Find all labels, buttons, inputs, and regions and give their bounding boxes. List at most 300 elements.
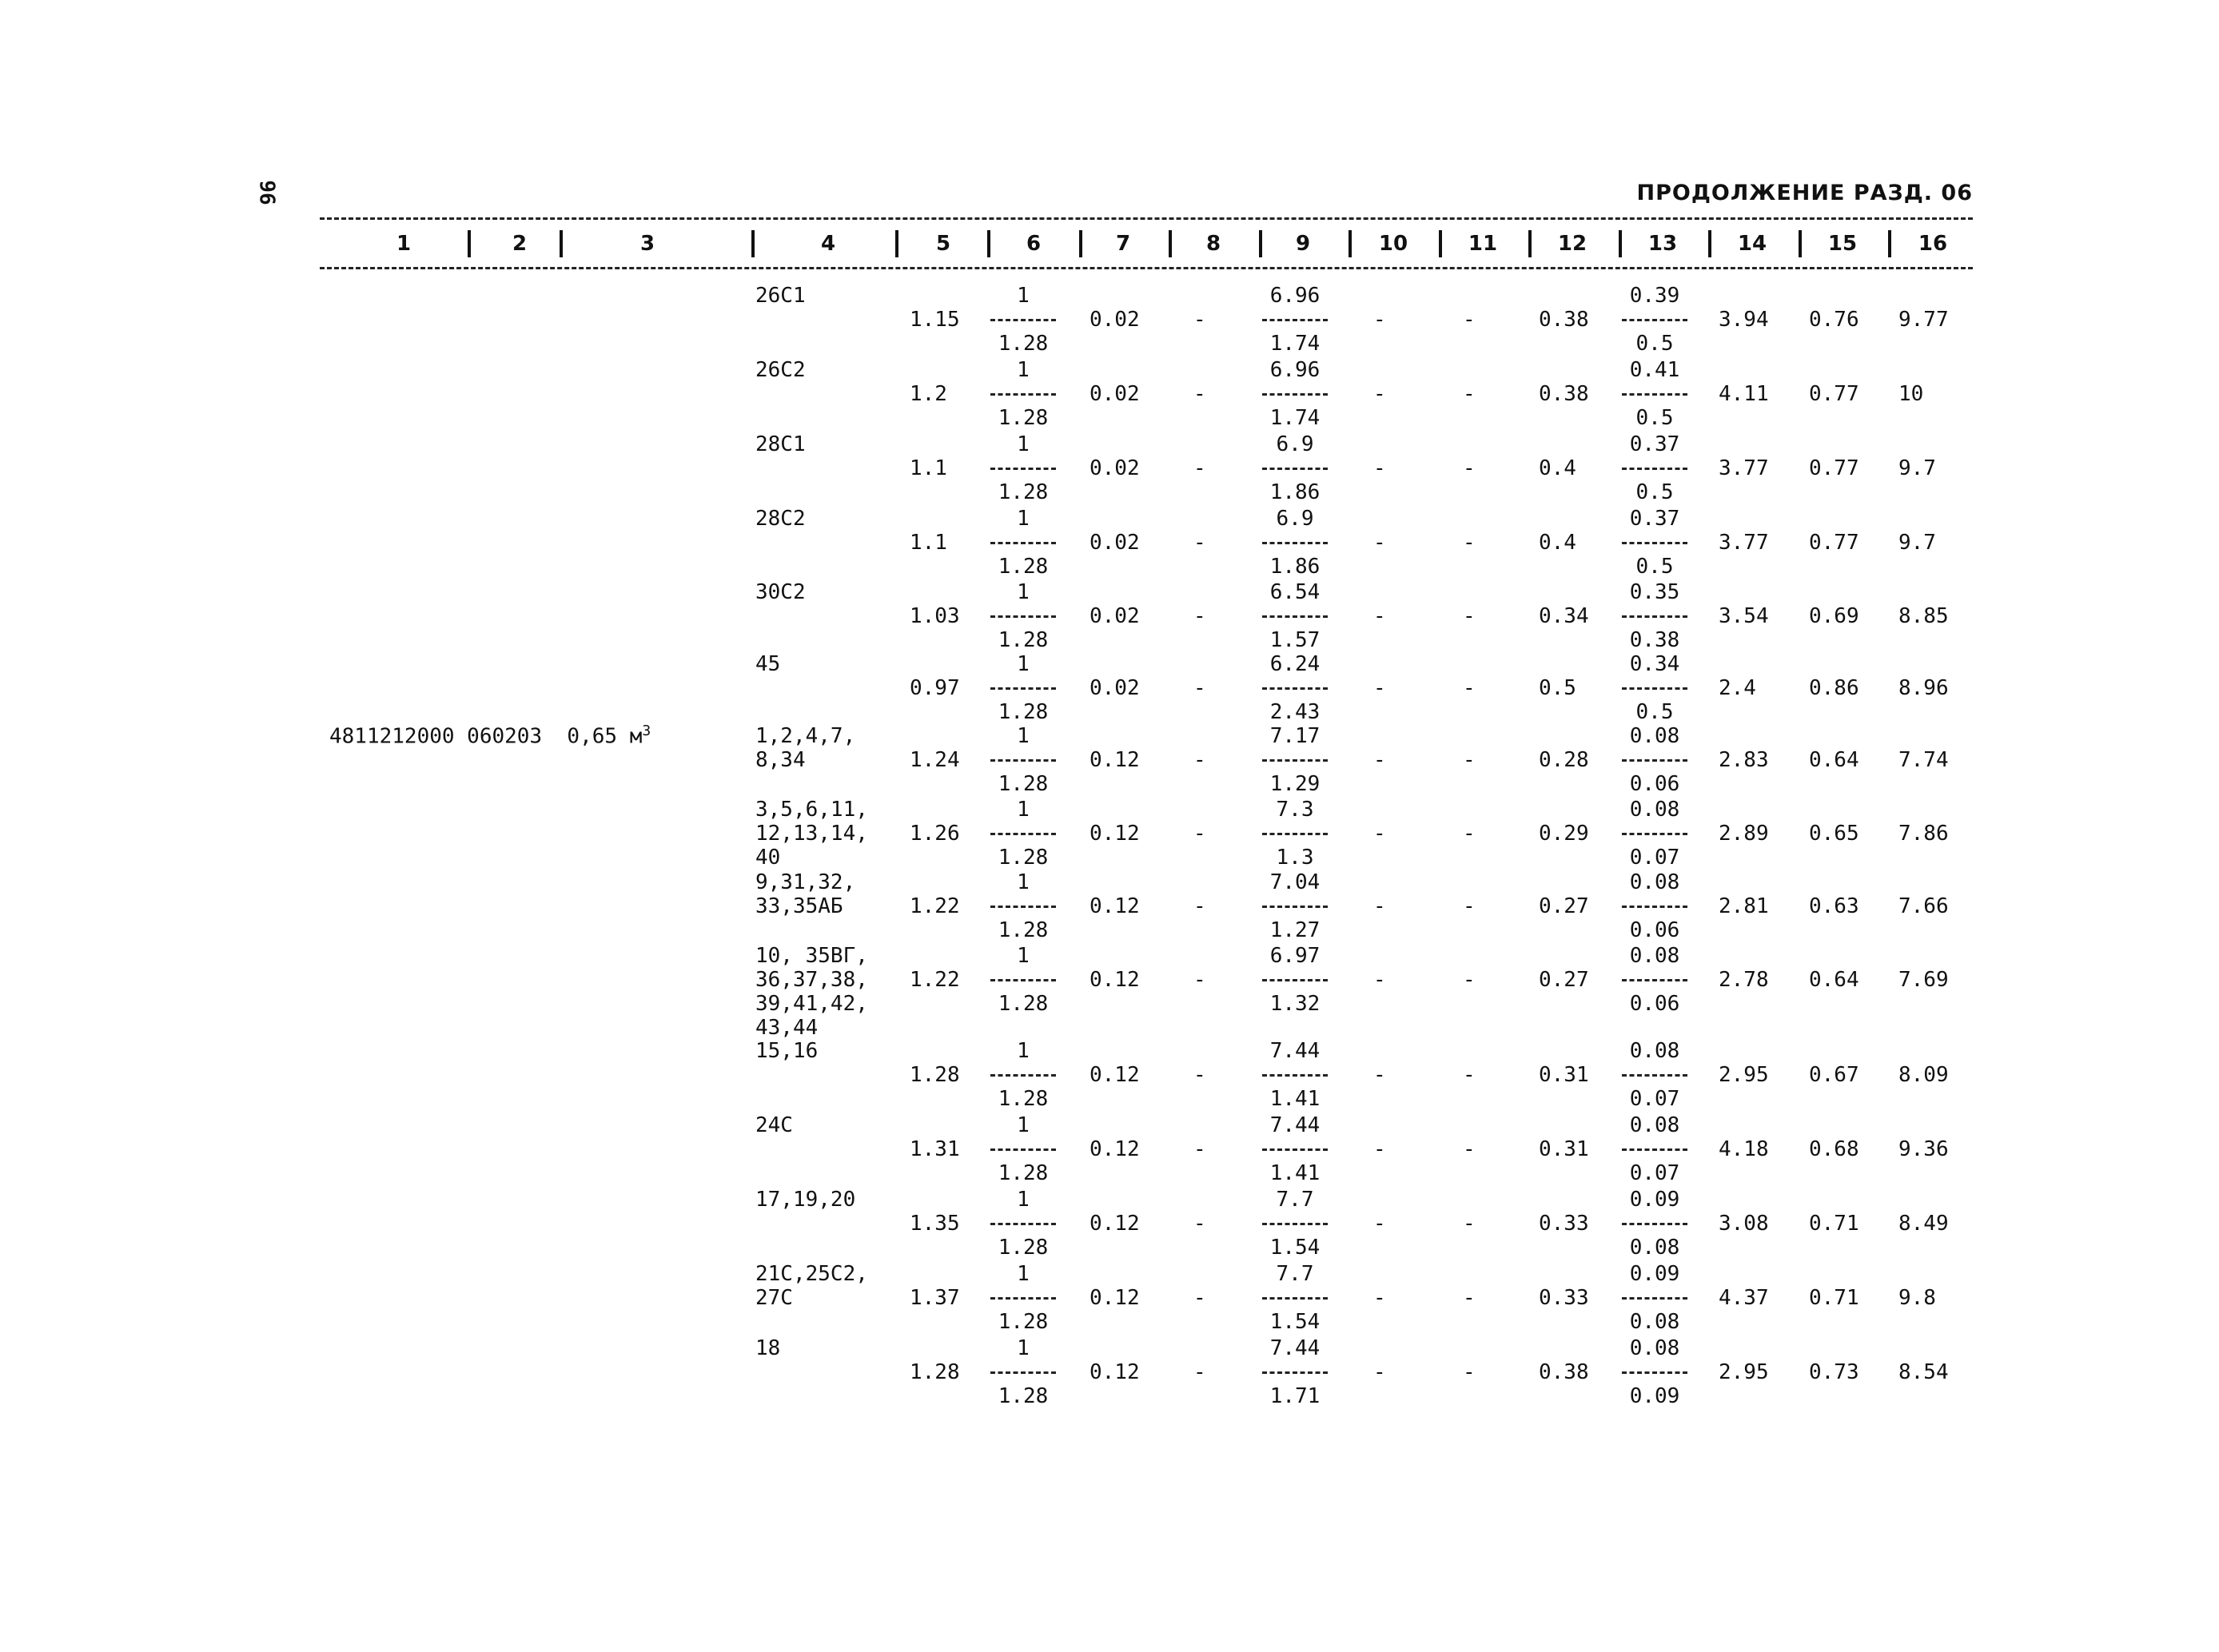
row-9-col4-line: 33,35АБ [755, 894, 843, 918]
row-4-col9-fraction-numerator: 6.9 [1276, 507, 1314, 531]
row-8-col13-fraction-denominator: 0.07 [1629, 846, 1680, 870]
row-6-col15: 0.86 [1809, 676, 1859, 700]
row-14-col9-fraction-denominator: 1.54 [1269, 1310, 1321, 1334]
column-separator [1079, 230, 1082, 257]
fraction-bar [990, 615, 1056, 618]
row-15-col9-fraction [1251, 1336, 1339, 1408]
fraction-bar [990, 1297, 1056, 1300]
row-13-col4-line: 17,19,20 [755, 1188, 856, 1212]
row-6-col10: - [1373, 676, 1386, 700]
row-14-col9-fraction-numerator: 7.7 [1276, 1262, 1314, 1286]
fraction-bar [990, 319, 1056, 321]
row-15-col9-fraction-denominator: 1.71 [1269, 1384, 1321, 1408]
fraction-bar [990, 1223, 1056, 1225]
row-15-col15: 0.73 [1809, 1360, 1859, 1384]
row-7-col12: 0.28 [1539, 748, 1589, 772]
row-4-col10: - [1373, 531, 1386, 555]
fraction-bar [990, 393, 1056, 396]
row-10-col13-fraction-denominator: 0.06 [1629, 992, 1680, 1016]
row-3-col6-fraction-denominator: 1.28 [998, 480, 1049, 504]
row-4-col16: 9.7 [1898, 531, 1936, 555]
row-5-col6-fraction-denominator: 1.28 [998, 628, 1049, 652]
row-11-col11: - [1463, 1063, 1476, 1087]
fraction-bar [1262, 393, 1328, 396]
fraction-bar [990, 1371, 1056, 1374]
row-3-col9-fraction-denominator: 1.86 [1269, 480, 1321, 504]
section-title: ПРОДОЛЖЕНИЕ РАЗД. 06 [1636, 181, 1973, 205]
fraction-bar [1622, 468, 1687, 470]
column-separator [468, 230, 471, 257]
row-6-col11: - [1463, 676, 1476, 700]
row-4-col7: 0.02 [1090, 531, 1140, 555]
row-10-col5: 1.22 [910, 968, 960, 992]
row-7-col13-fraction [1611, 724, 1699, 796]
row-6-col12: 0.5 [1539, 676, 1576, 700]
row-11-col13-fraction-denominator: 0.07 [1629, 1087, 1680, 1111]
row-8-col4-line: 3,5,6,11, [755, 798, 868, 822]
column-header-10: 10 [1378, 232, 1408, 256]
row-5-col9-fraction-numerator: 6.54 [1269, 580, 1321, 604]
row-1-col10: - [1373, 308, 1386, 332]
row-10-col12: 0.27 [1539, 968, 1589, 992]
row-13-col5: 1.35 [910, 1212, 960, 1236]
fraction-bar [1262, 468, 1328, 470]
row-10-col9-fraction-denominator: 1.32 [1269, 992, 1321, 1016]
row-5-col4-line: 30С2 [755, 580, 806, 604]
row-1-col9-fraction [1251, 284, 1339, 356]
fraction-bar [1622, 1148, 1687, 1151]
row-2-col13-fraction-numerator: 0.41 [1629, 358, 1680, 382]
column-header-15: 15 [1827, 232, 1858, 256]
row-4-col6-fraction-denominator: 1.28 [998, 555, 1049, 579]
row-6-col9-fraction-denominator: 2.43 [1269, 700, 1321, 724]
row-1-col13-fraction [1611, 284, 1699, 356]
fraction-bar [1262, 319, 1328, 321]
row-7-col15: 0.64 [1809, 748, 1859, 772]
row-9-col9-fraction-denominator: 1.27 [1269, 918, 1321, 942]
row-3-col14: 3.77 [1719, 456, 1769, 480]
row-10-col8: - [1193, 968, 1206, 992]
row-6-col8: - [1193, 676, 1206, 700]
row-6-col9-fraction [1251, 652, 1339, 724]
row-14-col13-fraction [1611, 1262, 1699, 1334]
fraction-bar [1622, 615, 1687, 618]
row-10-col9-fraction-numerator: 6.97 [1269, 944, 1321, 968]
row-4-col12: 0.4 [1539, 531, 1576, 555]
row-2-col14: 4.11 [1719, 382, 1769, 406]
row-7-col6-fraction-denominator: 1.28 [998, 772, 1049, 796]
row-4-col13-fraction [1611, 507, 1699, 579]
row-13-col10: - [1373, 1212, 1386, 1236]
column-separator [1619, 230, 1622, 257]
row-15-col13-fraction-numerator: 0.08 [1629, 1336, 1680, 1360]
row-4-col14: 3.77 [1719, 531, 1769, 555]
row-9-col14: 2.81 [1719, 894, 1769, 918]
column-header-13: 13 [1647, 232, 1678, 256]
product-volume: 0,65 м [567, 724, 643, 749]
header-bottom-rule [320, 267, 1973, 269]
row-6-col4-line: 45 [755, 652, 781, 676]
row-10-col9-fraction [1251, 944, 1339, 1016]
row-2-col4-line: 26С2 [755, 358, 806, 382]
row-5-col14: 3.54 [1719, 604, 1769, 628]
fraction-bar [1622, 833, 1687, 835]
page-number: 96 [254, 180, 279, 205]
fraction-bar [990, 833, 1056, 835]
row-12-col11: - [1463, 1137, 1476, 1161]
row-10-col6-fraction-numerator: 1 [1017, 944, 1030, 968]
row-7-col13-fraction-denominator: 0.06 [1629, 772, 1680, 796]
row-9-col5: 1.22 [910, 894, 960, 918]
row-14-col14: 4.37 [1719, 1286, 1769, 1310]
row-12-col9-fraction-numerator: 7.44 [1269, 1113, 1321, 1137]
row-11-col4-line: 15,16 [755, 1039, 819, 1063]
fraction-bar [1262, 1371, 1328, 1374]
row-3-col7: 0.02 [1090, 456, 1140, 480]
row-5-col13-fraction-numerator: 0.35 [1629, 580, 1680, 604]
row-15-col8: - [1193, 1360, 1206, 1384]
row-13-col9-fraction-numerator: 7.7 [1276, 1188, 1314, 1212]
row-15-col7: 0.12 [1090, 1360, 1140, 1384]
row-8-col8: - [1193, 822, 1206, 846]
row-8-col4-line: 40 [755, 846, 781, 870]
row-10-col4-line: 43,44 [755, 1016, 819, 1040]
row-2-col9-fraction [1251, 358, 1339, 430]
row-9-col13-fraction-denominator: 0.06 [1629, 918, 1680, 942]
row-13-col15: 0.71 [1809, 1212, 1859, 1236]
row-13-col7: 0.12 [1090, 1212, 1140, 1236]
fraction-bar [990, 1148, 1056, 1151]
row-1-col6-fraction-numerator: 1 [1017, 284, 1030, 308]
fraction-bar [990, 1074, 1056, 1077]
column-separator [1439, 230, 1442, 257]
row-10-col13-fraction [1611, 944, 1699, 1016]
row-6-col9-fraction-numerator: 6.24 [1269, 652, 1321, 676]
row-9-col6-fraction-numerator: 1 [1017, 870, 1030, 894]
row-9-col15: 0.63 [1809, 894, 1859, 918]
row-12-col4-line: 24С [755, 1113, 793, 1137]
row-7-col7: 0.12 [1090, 748, 1140, 772]
row-12-col13-fraction [1611, 1113, 1699, 1185]
row-3-col9-fraction-numerator: 6.9 [1276, 432, 1314, 456]
row-8-col9-fraction-numerator: 7.3 [1276, 798, 1314, 822]
row-8-col12: 0.29 [1539, 822, 1589, 846]
column-header-14: 14 [1737, 232, 1767, 256]
row-1-col12: 0.38 [1539, 308, 1589, 332]
row-2-col8: - [1193, 382, 1206, 406]
row-15-col6-fraction-denominator: 1.28 [998, 1384, 1049, 1408]
row-2-col10: - [1373, 382, 1386, 406]
row-2-col9-fraction-denominator: 1.74 [1269, 406, 1321, 430]
row-6-col6-fraction-denominator: 1.28 [998, 700, 1049, 724]
fraction-bar [1622, 687, 1687, 690]
row-11-col9-fraction-denominator: 1.41 [1269, 1087, 1321, 1111]
row-1-col5: 1.15 [910, 308, 960, 332]
row-1-col11: - [1463, 308, 1476, 332]
row-2-col6-fraction-denominator: 1.28 [998, 406, 1049, 430]
fraction-bar [990, 906, 1056, 908]
row-5-col12: 0.34 [1539, 604, 1589, 628]
row-11-col6-fraction-numerator: 1 [1017, 1039, 1030, 1063]
row-12-col12: 0.31 [1539, 1137, 1589, 1161]
row-12-col14: 4.18 [1719, 1137, 1769, 1161]
row-5-col5: 1.03 [910, 604, 960, 628]
row-11-col13-fraction-numerator: 0.08 [1629, 1039, 1680, 1063]
row-13-col13-fraction-numerator: 0.09 [1629, 1188, 1680, 1212]
row-2-col11: - [1463, 382, 1476, 406]
row-13-col9-fraction-denominator: 1.54 [1269, 1236, 1321, 1260]
row-13-col9-fraction [1251, 1188, 1339, 1260]
row-5-col13-fraction-denominator: 0.38 [1629, 628, 1680, 652]
row-15-col11: - [1463, 1360, 1476, 1384]
row-11-col16: 8.09 [1898, 1063, 1949, 1087]
row-12-col8: - [1193, 1137, 1206, 1161]
row-3-col13-fraction-denominator: 0.5 [1635, 480, 1674, 504]
row-3-col10: - [1373, 456, 1386, 480]
row-9-col6-fraction-denominator: 1.28 [998, 918, 1049, 942]
fraction-bar [1262, 1074, 1328, 1077]
unit-superscript: 3 [642, 723, 651, 739]
row-13-col11: - [1463, 1212, 1476, 1236]
row-4-col4-line: 28С2 [755, 507, 806, 531]
row-4-col9-fraction [1251, 507, 1339, 579]
row-13-col14: 3.08 [1719, 1212, 1769, 1236]
row-2-col16: 10 [1898, 382, 1924, 406]
row-3-col5: 1.1 [910, 456, 947, 480]
fraction-bar [1622, 1223, 1687, 1225]
row-1-col13-fraction-denominator: 0.5 [1635, 332, 1674, 356]
fraction-bar [1262, 615, 1328, 618]
row-9-col12: 0.27 [1539, 894, 1589, 918]
row-11-col15: 0.67 [1809, 1063, 1859, 1087]
row-3-col8: - [1193, 456, 1206, 480]
row-9-col7: 0.12 [1090, 894, 1140, 918]
row-3-col9-fraction [1251, 432, 1339, 504]
row-4-col6-fraction-numerator: 1 [1017, 507, 1030, 531]
row-12-col13-fraction-denominator: 0.07 [1629, 1161, 1680, 1185]
row-10-col10: - [1373, 968, 1386, 992]
column-separator [1708, 230, 1711, 257]
row-7-col4-line: 8,34 [755, 748, 806, 772]
row-5-col9-fraction-denominator: 1.57 [1269, 628, 1321, 652]
row-11-col8: - [1193, 1063, 1206, 1087]
row-14-col9-fraction [1251, 1262, 1339, 1334]
row-7-col4-line: 1,2,4,7, [755, 724, 856, 748]
column-header-16: 16 [1918, 232, 1948, 256]
row-14-col6-fraction [979, 1262, 1067, 1334]
row-10-col4-line: 36,37,38, [755, 968, 868, 992]
row-14-col6-fraction-numerator: 1 [1017, 1262, 1030, 1286]
row-1-col9-fraction-numerator: 6.96 [1269, 284, 1321, 308]
row-9-col10: - [1373, 894, 1386, 918]
column-separator [1888, 230, 1891, 257]
row-5-col10: - [1373, 604, 1386, 628]
row-1-col14: 3.94 [1719, 308, 1769, 332]
row-10-col14: 2.78 [1719, 968, 1769, 992]
row-10-col4-line: 39,41,42, [755, 992, 868, 1016]
column-separator [1799, 230, 1802, 257]
fraction-bar [1622, 1297, 1687, 1300]
row-8-col4-line: 12,13,14, [755, 822, 868, 846]
column-separator [560, 230, 563, 257]
column-header-4: 4 [820, 232, 836, 256]
row-8-col7: 0.12 [1090, 822, 1140, 846]
fraction-bar [1262, 1223, 1328, 1225]
row-1-col9-fraction-denominator: 1.74 [1269, 332, 1321, 356]
column-header-8: 8 [1205, 232, 1221, 256]
row-12-col5: 1.31 [910, 1137, 960, 1161]
row-8-col13-fraction [1611, 798, 1699, 870]
row-4-col13-fraction-denominator: 0.5 [1635, 555, 1674, 579]
row-7-col6-fraction [979, 724, 1067, 796]
fraction-bar [1622, 1371, 1687, 1374]
row-2-col5: 1.2 [910, 382, 947, 406]
row-12-col16: 9.36 [1898, 1137, 1949, 1161]
row-8-col16: 7.86 [1898, 822, 1949, 846]
row-6-col13-fraction [1611, 652, 1699, 724]
row-3-col16: 9.7 [1898, 456, 1936, 480]
fraction-bar [990, 468, 1056, 470]
fraction-bar [990, 979, 1056, 981]
row-9-col16: 7.66 [1898, 894, 1949, 918]
row-8-col5: 1.26 [910, 822, 960, 846]
column-header-6: 6 [1026, 232, 1042, 256]
fraction-bar [1622, 319, 1687, 321]
row-10-col6-fraction [979, 944, 1067, 1016]
row-10-col7: 0.12 [1090, 968, 1140, 992]
header-top-rule [320, 217, 1973, 220]
column-separator [1259, 230, 1262, 257]
row-5-col6-fraction [979, 580, 1067, 652]
product-identifier [329, 723, 651, 749]
row-7-col9-fraction-denominator: 1.29 [1269, 772, 1321, 796]
row-7-col9-fraction-numerator: 7.17 [1269, 724, 1321, 748]
row-11-col5: 1.28 [910, 1063, 960, 1087]
row-11-col12: 0.31 [1539, 1063, 1589, 1087]
row-8-col6-fraction [979, 798, 1067, 870]
fraction-bar [990, 687, 1056, 690]
fraction-bar [1262, 542, 1328, 544]
product-code: 4811212000 060203 [329, 724, 543, 749]
row-8-col15: 0.65 [1809, 822, 1859, 846]
fraction-bar [1622, 906, 1687, 908]
row-3-col11: - [1463, 456, 1476, 480]
column-separator [1528, 230, 1532, 257]
row-13-col13-fraction [1611, 1188, 1699, 1260]
fraction-bar [1262, 833, 1328, 835]
row-12-col6-fraction [979, 1113, 1067, 1185]
row-12-col15: 0.68 [1809, 1137, 1859, 1161]
column-header-3: 3 [639, 232, 655, 256]
row-14-col13-fraction-numerator: 0.09 [1629, 1262, 1680, 1286]
row-8-col13-fraction-numerator: 0.08 [1629, 798, 1680, 822]
row-6-col13-fraction-denominator: 0.5 [1635, 700, 1674, 724]
row-15-col13-fraction [1611, 1336, 1699, 1408]
row-2-col9-fraction-numerator: 6.96 [1269, 358, 1321, 382]
row-14-col13-fraction-denominator: 0.08 [1629, 1310, 1680, 1334]
row-11-col13-fraction [1611, 1039, 1699, 1111]
row-12-col13-fraction-numerator: 0.08 [1629, 1113, 1680, 1137]
row-15-col10: - [1373, 1360, 1386, 1384]
row-7-col16: 7.74 [1898, 748, 1949, 772]
row-6-col14: 2.4 [1719, 676, 1756, 700]
row-9-col11: - [1463, 894, 1476, 918]
row-2-col15: 0.77 [1809, 382, 1859, 406]
row-13-col12: 0.33 [1539, 1212, 1589, 1236]
row-15-col14: 2.95 [1719, 1360, 1769, 1384]
row-2-col13-fraction-denominator: 0.5 [1635, 406, 1674, 430]
row-9-col8: - [1193, 894, 1206, 918]
row-5-col7: 0.02 [1090, 604, 1140, 628]
row-7-col13-fraction-numerator: 0.08 [1629, 724, 1680, 748]
row-5-col16: 8.85 [1898, 604, 1949, 628]
row-3-col6-fraction-numerator: 1 [1017, 432, 1030, 456]
row-11-col7: 0.12 [1090, 1063, 1140, 1087]
row-12-col6-fraction-numerator: 1 [1017, 1113, 1030, 1137]
column-header-2: 2 [512, 232, 528, 256]
row-10-col13-fraction-numerator: 0.08 [1629, 944, 1680, 968]
row-9-col9-fraction [1251, 870, 1339, 942]
row-7-col5: 1.24 [910, 748, 960, 772]
row-11-col9-fraction-numerator: 7.44 [1269, 1039, 1321, 1063]
column-header-12: 12 [1557, 232, 1588, 256]
row-15-col6-fraction-numerator: 1 [1017, 1336, 1030, 1360]
row-8-col6-fraction-denominator: 1.28 [998, 846, 1049, 870]
row-2-col6-fraction-numerator: 1 [1017, 358, 1030, 382]
row-9-col6-fraction [979, 870, 1067, 942]
row-4-col13-fraction-numerator: 0.37 [1629, 507, 1680, 531]
row-3-col13-fraction [1611, 432, 1699, 504]
row-6-col13-fraction-numerator: 0.34 [1629, 652, 1680, 676]
row-4-col5: 1.1 [910, 531, 947, 555]
row-8-col9-fraction-denominator: 1.3 [1276, 846, 1314, 870]
row-8-col11: - [1463, 822, 1476, 846]
row-11-col6-fraction-denominator: 1.28 [998, 1087, 1049, 1111]
row-2-col7: 0.02 [1090, 382, 1140, 406]
row-4-col9-fraction-denominator: 1.86 [1269, 555, 1321, 579]
fraction-bar [1262, 687, 1328, 690]
row-4-col11: - [1463, 531, 1476, 555]
fraction-bar [990, 759, 1056, 762]
row-8-col14: 2.89 [1719, 822, 1769, 846]
row-9-col13-fraction-numerator: 0.08 [1629, 870, 1680, 894]
row-5-col9-fraction [1251, 580, 1339, 652]
row-14-col15: 0.71 [1809, 1286, 1859, 1310]
row-13-col6-fraction [979, 1188, 1067, 1260]
row-12-col10: - [1373, 1137, 1386, 1161]
column-header-11: 11 [1468, 232, 1498, 256]
row-14-col11: - [1463, 1286, 1476, 1310]
row-12-col7: 0.12 [1090, 1137, 1140, 1161]
row-7-col9-fraction [1251, 724, 1339, 796]
row-8-col9-fraction [1251, 798, 1339, 870]
row-15-col13-fraction-denominator: 0.09 [1629, 1384, 1680, 1408]
row-14-col6-fraction-denominator: 1.28 [998, 1310, 1049, 1334]
column-separator [1349, 230, 1352, 257]
row-6-col6-fraction [979, 652, 1067, 724]
row-6-col6-fraction-numerator: 1 [1017, 652, 1030, 676]
row-1-col16: 9.77 [1898, 308, 1949, 332]
row-1-col13-fraction-numerator: 0.39 [1629, 284, 1680, 308]
row-13-col16: 8.49 [1898, 1212, 1949, 1236]
row-2-col12: 0.38 [1539, 382, 1589, 406]
row-11-col14: 2.95 [1719, 1063, 1769, 1087]
row-11-col9-fraction [1251, 1039, 1339, 1111]
row-12-col6-fraction-denominator: 1.28 [998, 1161, 1049, 1185]
row-7-col6-fraction-numerator: 1 [1017, 724, 1030, 748]
row-3-col12: 0.4 [1539, 456, 1576, 480]
row-6-col16: 8.96 [1898, 676, 1949, 700]
